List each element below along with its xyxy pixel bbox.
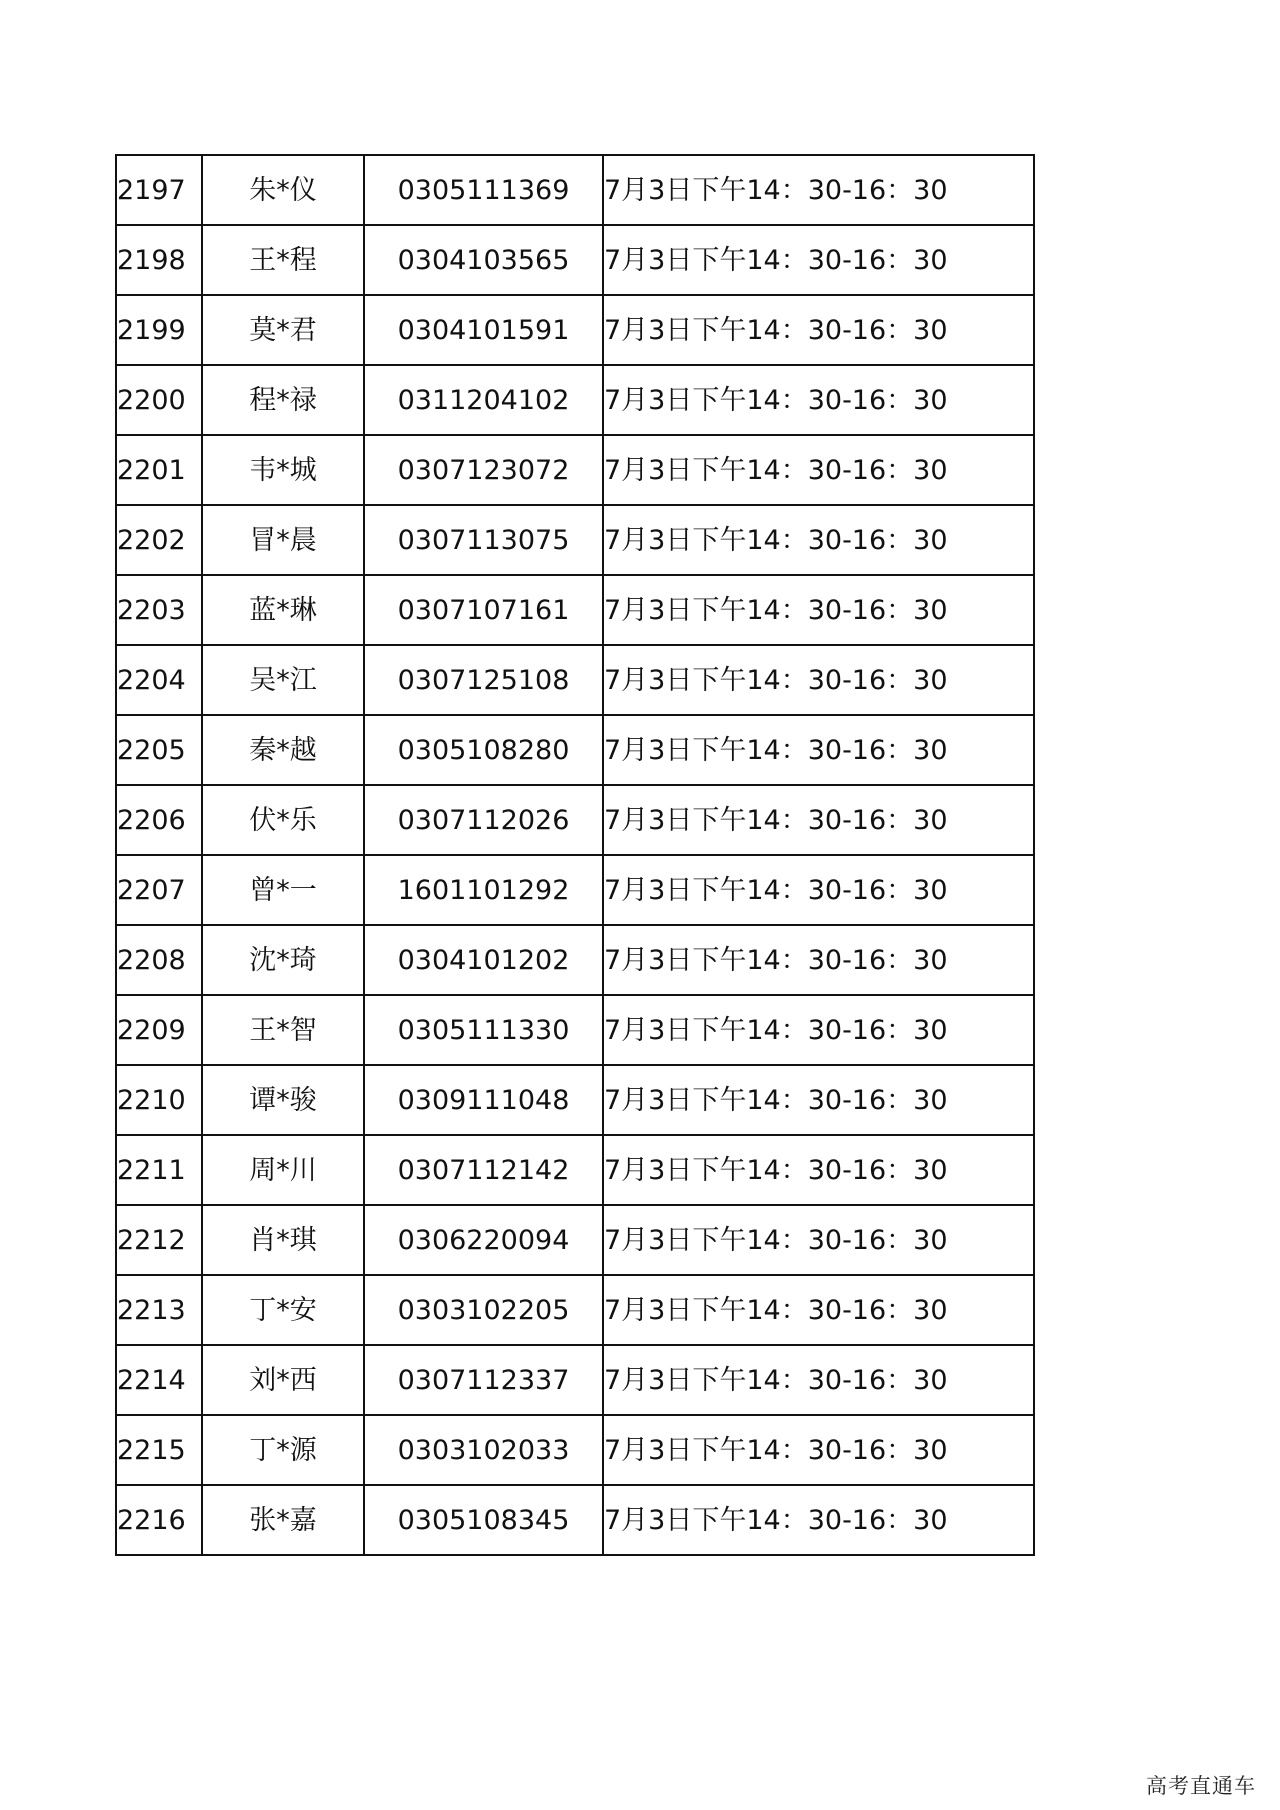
time-slot-cell: 7月3日下午14：30-16：30 [603, 505, 1034, 575]
time-slot-cell: 7月3日下午14：30-16：30 [603, 1345, 1034, 1415]
row-number-cell: 2209 [116, 995, 202, 1065]
table-row [116, 435, 1034, 505]
row-number-cell: 2213 [116, 1275, 202, 1345]
time-slot-cell: 7月3日下午14：30-16：30 [603, 1485, 1034, 1555]
row-number-cell: 2208 [116, 925, 202, 995]
name-cell: 张*嘉 [202, 1485, 364, 1555]
table-row [116, 785, 1034, 855]
row-number-cell: 2216 [116, 1485, 202, 1555]
time-slot-cell: 7月3日下午14：30-16：30 [603, 365, 1034, 435]
table-row [116, 1065, 1034, 1135]
time-slot-cell: 7月3日下午14：30-16：30 [603, 1415, 1034, 1485]
table-row [116, 575, 1034, 645]
table-row [116, 155, 1034, 225]
table-row [116, 1275, 1034, 1345]
name-cell: 莫*君 [202, 295, 364, 365]
student-id-cell: 0306220094 [364, 1205, 603, 1275]
student-id-cell: 0307112026 [364, 785, 603, 855]
table-row [116, 225, 1034, 295]
time-slot-cell: 7月3日下午14：30-16：30 [603, 575, 1034, 645]
row-number-cell: 2201 [116, 435, 202, 505]
time-slot-cell: 7月3日下午14：30-16：30 [603, 785, 1034, 855]
name-cell: 王*智 [202, 995, 364, 1065]
row-number-cell: 2210 [116, 1065, 202, 1135]
name-cell: 秦*越 [202, 715, 364, 785]
table-row [116, 505, 1034, 575]
row-number-cell: 2203 [116, 575, 202, 645]
time-slot-cell: 7月3日下午14：30-16：30 [603, 225, 1034, 295]
time-slot-cell: 7月3日下午14：30-16：30 [603, 645, 1034, 715]
table-row [116, 1135, 1034, 1205]
student-id-cell: 0307112337 [364, 1345, 603, 1415]
name-cell: 丁*安 [202, 1275, 364, 1345]
student-id-cell: 0305111369 [364, 155, 603, 225]
student-id-cell: 0305108345 [364, 1485, 603, 1555]
student-id-cell: 0309111048 [364, 1065, 603, 1135]
name-cell: 冒*晨 [202, 505, 364, 575]
name-cell: 周*川 [202, 1135, 364, 1205]
student-id-cell: 0307112142 [364, 1135, 603, 1205]
row-number-cell: 2199 [116, 295, 202, 365]
student-id-cell: 0304103565 [364, 225, 603, 295]
table-row [116, 715, 1034, 785]
student-id-cell: 0307123072 [364, 435, 603, 505]
table-row [116, 365, 1034, 435]
student-id-cell: 0307113075 [364, 505, 603, 575]
table-row [116, 295, 1034, 365]
time-slot-cell: 7月3日下午14：30-16：30 [603, 1275, 1034, 1345]
table-row [116, 995, 1034, 1065]
name-cell: 程*禄 [202, 365, 364, 435]
name-cell: 肖*琪 [202, 1205, 364, 1275]
table-row [116, 1205, 1034, 1275]
table-row [116, 925, 1034, 995]
time-slot-cell: 7月3日下午14：30-16：30 [603, 995, 1034, 1065]
student-id-cell: 0303102033 [364, 1415, 603, 1485]
row-number-cell: 2215 [116, 1415, 202, 1485]
student-id-cell: 0304101591 [364, 295, 603, 365]
roster-table [115, 154, 1035, 1556]
row-number-cell: 2202 [116, 505, 202, 575]
time-slot-cell: 7月3日下午14：30-16：30 [603, 295, 1034, 365]
name-cell: 朱*仪 [202, 155, 364, 225]
watermark: 高考直通车 [1146, 1774, 1256, 1798]
table-row [116, 1415, 1034, 1485]
student-id-cell: 0311204102 [364, 365, 603, 435]
row-number-cell: 2214 [116, 1345, 202, 1415]
name-cell: 曾*一 [202, 855, 364, 925]
student-id-cell: 0305108280 [364, 715, 603, 785]
name-cell: 吴*江 [202, 645, 364, 715]
row-number-cell: 2205 [116, 715, 202, 785]
row-number-cell: 2212 [116, 1205, 202, 1275]
time-slot-cell: 7月3日下午14：30-16：30 [603, 925, 1034, 995]
name-cell: 韦*城 [202, 435, 364, 505]
time-slot-cell: 7月3日下午14：30-16：30 [603, 1135, 1034, 1205]
time-slot-cell: 7月3日下午14：30-16：30 [603, 715, 1034, 785]
name-cell: 蓝*琳 [202, 575, 364, 645]
table-row [116, 1485, 1034, 1555]
row-number-cell: 2211 [116, 1135, 202, 1205]
row-number-cell: 2206 [116, 785, 202, 855]
table-row [116, 645, 1034, 715]
roster-table-body [116, 155, 1034, 1555]
name-cell: 王*程 [202, 225, 364, 295]
name-cell: 丁*源 [202, 1415, 364, 1485]
student-id-cell: 0303102205 [364, 1275, 603, 1345]
student-id-cell: 1601101292 [364, 855, 603, 925]
student-id-cell: 0307107161 [364, 575, 603, 645]
name-cell: 沈*琦 [202, 925, 364, 995]
row-number-cell: 2207 [116, 855, 202, 925]
name-cell: 刘*西 [202, 1345, 364, 1415]
student-id-cell: 0304101202 [364, 925, 603, 995]
student-id-cell: 0305111330 [364, 995, 603, 1065]
row-number-cell: 2197 [116, 155, 202, 225]
row-number-cell: 2198 [116, 225, 202, 295]
time-slot-cell: 7月3日下午14：30-16：30 [603, 435, 1034, 505]
row-number-cell: 2204 [116, 645, 202, 715]
time-slot-cell: 7月3日下午14：30-16：30 [603, 155, 1034, 225]
name-cell: 谭*骏 [202, 1065, 364, 1135]
row-number-cell: 2200 [116, 365, 202, 435]
time-slot-cell: 7月3日下午14：30-16：30 [603, 855, 1034, 925]
time-slot-cell: 7月3日下午14：30-16：30 [603, 1205, 1034, 1275]
time-slot-cell: 7月3日下午14：30-16：30 [603, 1065, 1034, 1135]
student-id-cell: 0307125108 [364, 645, 603, 715]
table-row [116, 855, 1034, 925]
table-row [116, 1345, 1034, 1415]
name-cell: 伏*乐 [202, 785, 364, 855]
